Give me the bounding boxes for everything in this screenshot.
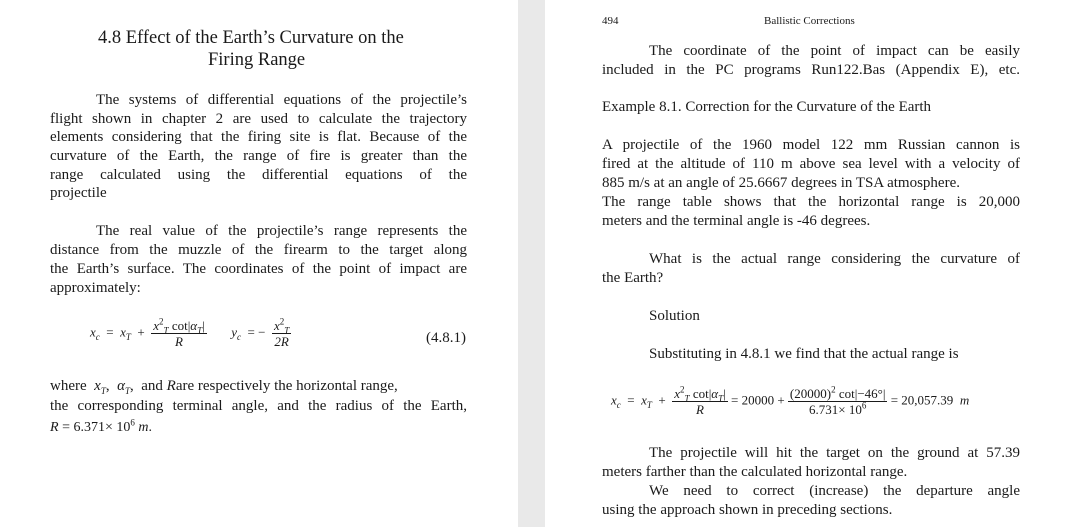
- section-title-line2: Firing Range: [208, 50, 306, 70]
- math-sub: T: [284, 325, 290, 336]
- text-fragment: are respectively the horizontal range,: [175, 378, 398, 394]
- math-var: R: [175, 334, 183, 349]
- math-var: x: [611, 392, 617, 408]
- fraction-2: [272, 318, 291, 349]
- math-sup: 6: [130, 417, 135, 428]
- text-line: the Earth’s surface. The coordinates of the point of impact are: [50, 261, 467, 277]
- math-var: m: [959, 392, 970, 408]
- text-line: The systems of differential equations of the projectile’s: [96, 92, 467, 108]
- math-sub: T: [646, 400, 652, 411]
- math-sub: T: [718, 393, 724, 404]
- math-var: x: [153, 318, 160, 333]
- math-text: 6.731× 10: [809, 402, 862, 417]
- example-title: Example 8.1. Correction for the Curvature of the Earth: [602, 99, 932, 115]
- text-line: curvature of the Earth, the range of fire is greater than the: [50, 148, 467, 164]
- solution-heading: Solution: [649, 308, 700, 324]
- text-line: range calculated using the differential equations of the: [50, 167, 467, 183]
- left-page: [0, 0, 518, 527]
- math-var: m: [138, 420, 149, 435]
- text-line: elements considering that the firing site is flat. Because of the: [50, 129, 467, 145]
- text-line: using the approach shown in preceding sections.: [602, 502, 893, 518]
- math-sub: T: [163, 325, 169, 336]
- text-line: A projectile of the 1960 model 122 mm Russian cannon is: [602, 137, 1020, 153]
- math-sub: T: [125, 332, 131, 343]
- running-head: Ballistic Corrections: [764, 15, 855, 27]
- math-var: x: [90, 324, 96, 340]
- math-sub: c: [616, 400, 621, 411]
- text-line: The coordinate of the point of impact can be easily: [649, 43, 1020, 59]
- math-text: = 20,057.39: [890, 392, 954, 408]
- text-line: The real value of the projectile’s range represents the: [96, 223, 467, 239]
- text-line: included in the PC programs Run122.Bas (Appendix E), etc.: [602, 62, 1020, 78]
- text-fragment: where: [50, 378, 87, 394]
- text-fragment: .: [148, 420, 152, 435]
- page-number: 494: [602, 15, 619, 27]
- text-line: The range table shows that the horizontal range is 20,000: [602, 194, 1020, 210]
- math-sub: c: [237, 332, 242, 343]
- text-line: meters and the terminal angle is -46 degrees.: [602, 213, 871, 229]
- section-title-line1: 4.8 Effect of the Earth’s Curvature on the: [98, 28, 404, 48]
- fraction-2: [788, 386, 888, 417]
- fraction-1: [672, 386, 727, 417]
- math-sub: T: [124, 386, 130, 396]
- text-line: the corresponding terminal angle, and the radius of the Earth,: [50, 398, 467, 414]
- math-sup: 2: [159, 316, 164, 327]
- math-var: R: [166, 378, 176, 394]
- math-var: y: [231, 324, 238, 340]
- math-text: cot|: [171, 318, 191, 333]
- text-line: The projectile will hit the target on the ground at 57.39: [649, 445, 1020, 461]
- substituting-line: Substituting in 4.8.1 we find that the actual range is: [649, 346, 959, 362]
- math-var: α: [711, 386, 719, 401]
- math-text: = 20000 +: [731, 392, 785, 408]
- math-var: x: [641, 392, 647, 408]
- math-var: α: [117, 378, 125, 394]
- text-line: fired at the altitude of 110 m above sea level with a velocity of: [602, 156, 1020, 172]
- math-var: x: [120, 324, 126, 340]
- text-line: approximately:: [50, 280, 141, 296]
- right-page: [545, 0, 1088, 527]
- text-fragment: = 6.371× 10: [62, 420, 131, 435]
- math-sub: T: [100, 386, 106, 396]
- math-var: x: [674, 386, 681, 401]
- math-var: x: [273, 318, 280, 333]
- math-var: α: [190, 318, 198, 333]
- equation-number: (4.8.1): [426, 330, 466, 346]
- math-var: x: [94, 378, 101, 394]
- math-sup: 2: [831, 384, 836, 395]
- text-line: 885 m/s at an angle of 25.6667 degrees in TSA atmosphere.: [602, 175, 960, 191]
- solution-equation: $x_c = x_T$ + $\frac{x^2_T \cot|\alpha_T|}{R}$ = 20000 + $\frac{(20000)^2 \cot|-46^\circ|}{6.731\times 10^6}$ = 20,057.39 m: [611, 384, 970, 417]
- text-line: projectile: [50, 185, 107, 201]
- text-line: where $x_T$, $\alpha_T$, and Rare respectively the horizontal range,: [50, 378, 398, 396]
- math-text: (20000): [789, 386, 832, 401]
- math-var: R: [50, 420, 59, 435]
- math-text: cot|−46°|: [838, 386, 886, 401]
- math-text: |: [723, 386, 726, 401]
- text-line: What is the actual range considering the curvature of: [649, 251, 1020, 267]
- math-sup: 6: [861, 400, 867, 411]
- fraction-1: [151, 318, 206, 349]
- math-sup: 2: [680, 384, 685, 395]
- math-var: 2R: [274, 334, 289, 349]
- math-sub: T: [197, 325, 203, 336]
- text-line: flight shown in chapter 2 are used to calculate the trajectory: [50, 111, 467, 127]
- math-sub: c: [95, 332, 100, 343]
- math-var: R: [696, 402, 704, 417]
- text-fragment: and: [141, 378, 163, 394]
- math-text: cot|: [692, 386, 712, 401]
- text-line: the Earth?: [602, 270, 664, 286]
- text-line: [50, 418, 152, 437]
- text-line: distance from the muzzle of the firearm to the target along: [50, 242, 467, 258]
- math-sup: 2: [279, 316, 285, 327]
- equation-4-8-1: $x_c = x_T$ + $\frac{x^2_T \cot|\alpha_T|}{R}$ $y_c$ = − $\frac{x^2_T}{2R}$: [90, 316, 290, 349]
- math-sub: T: [684, 393, 690, 404]
- text-line: meters farther than the calculated horizontal range.: [602, 464, 908, 480]
- text-line: We need to correct (increase) the departure angle: [649, 483, 1020, 499]
- math-text: |: [202, 318, 205, 333]
